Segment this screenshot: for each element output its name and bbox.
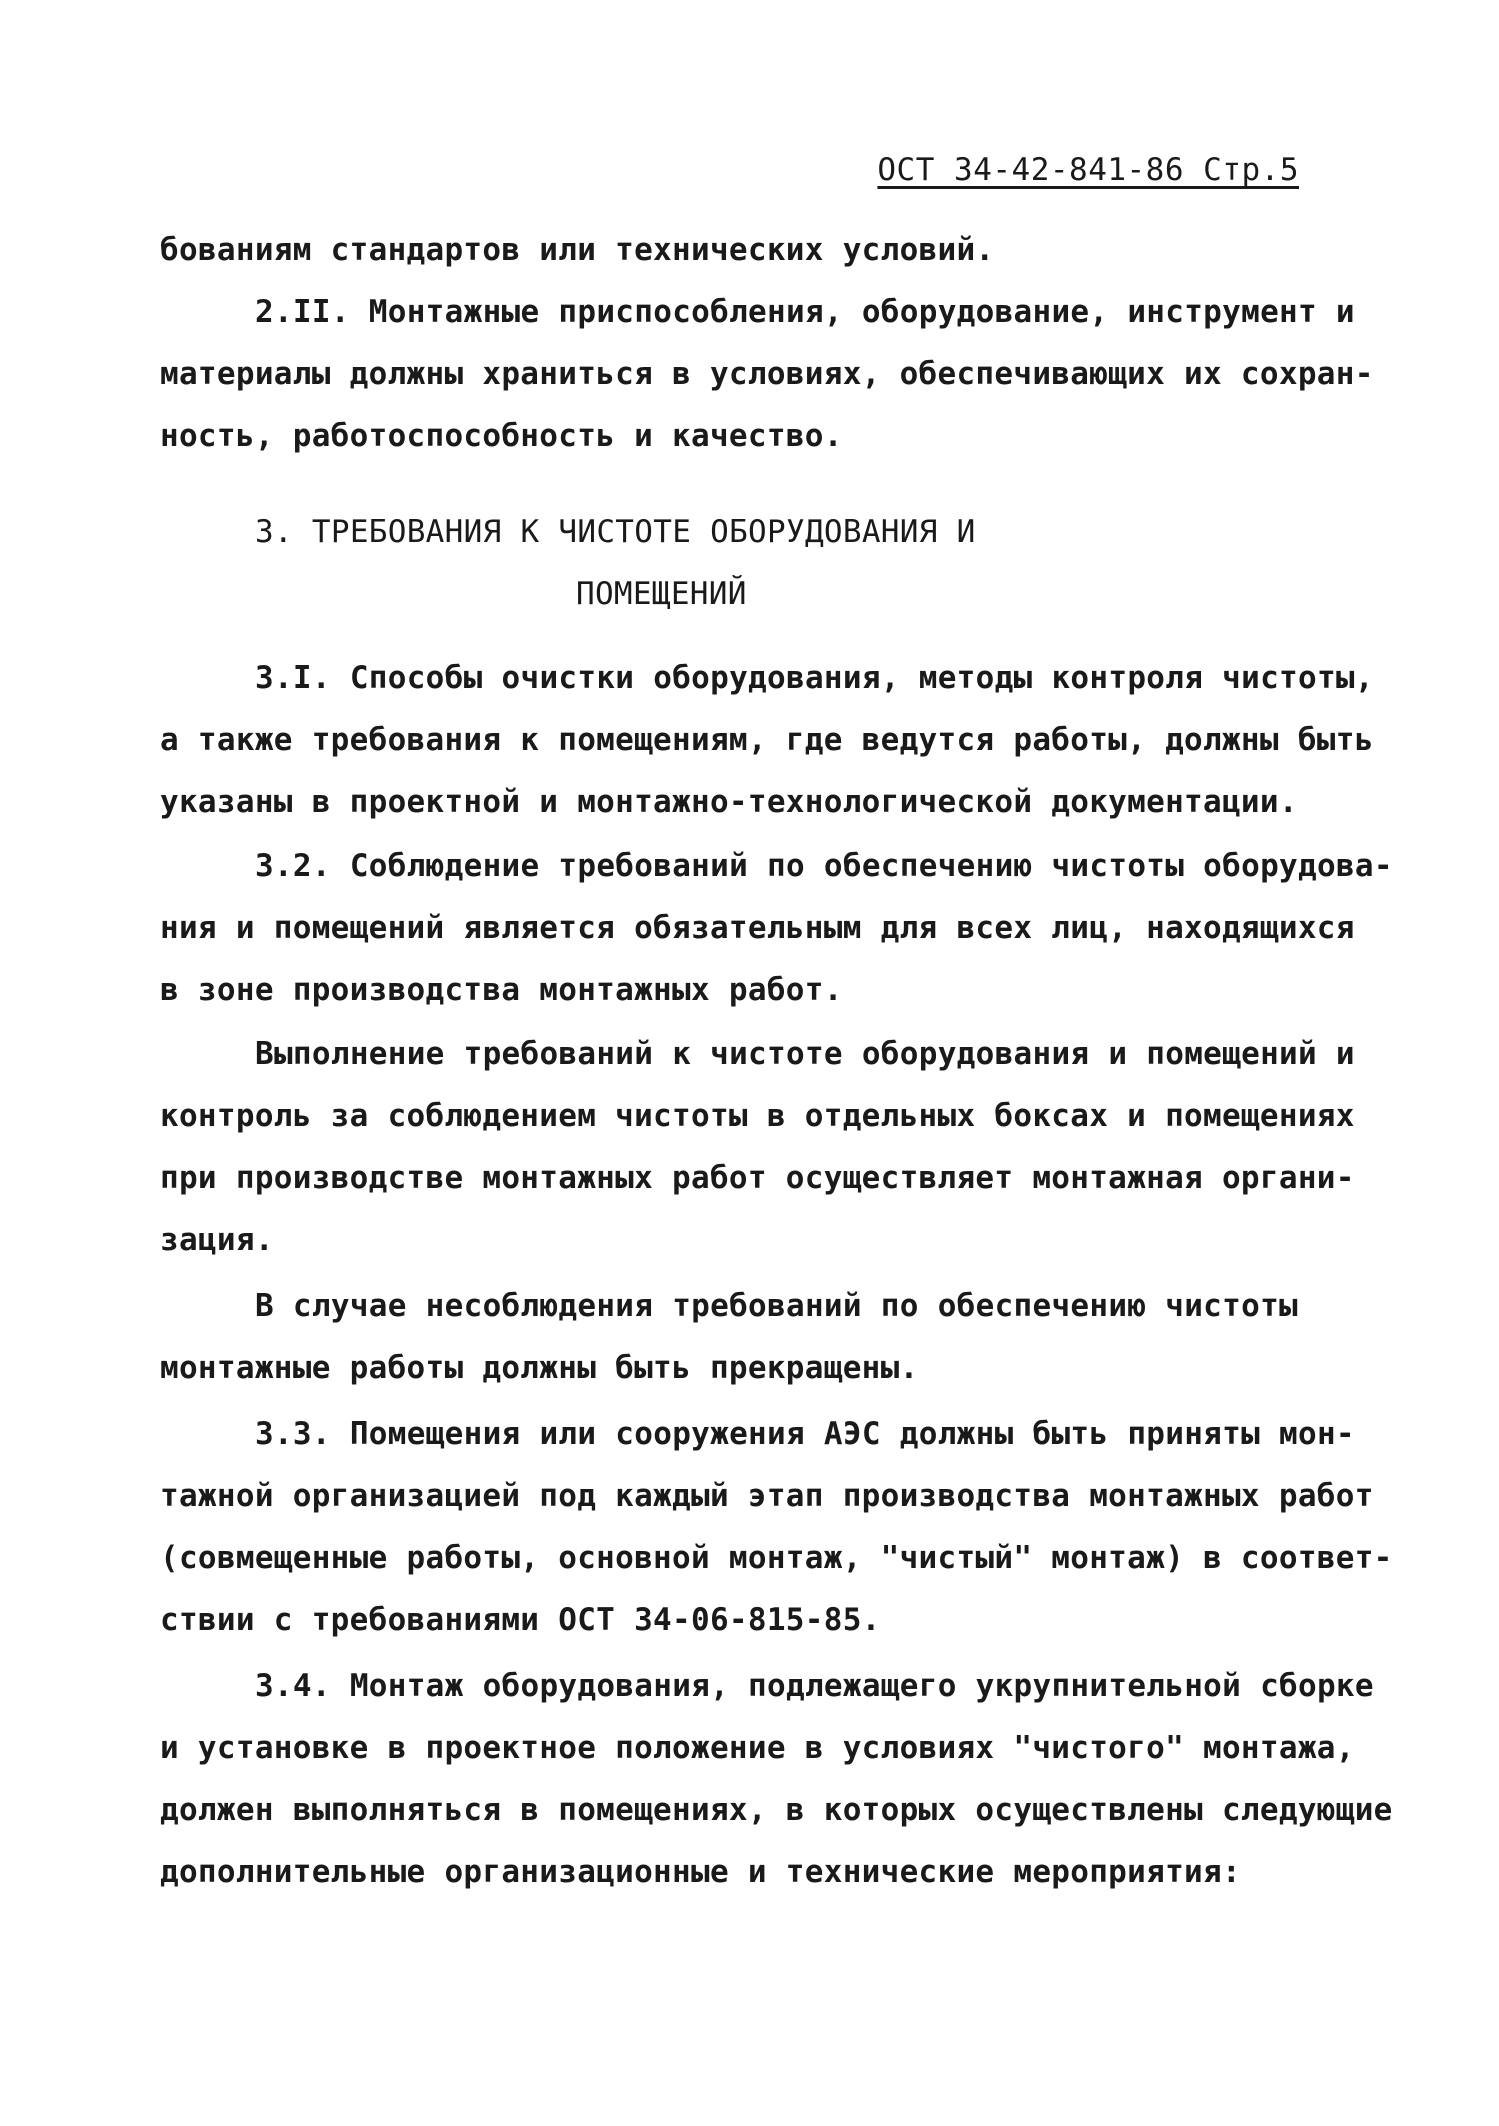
text-line: ствии с требованиями ОСТ 34-06-815-85. bbox=[160, 1602, 881, 1638]
section-3-heading-cont: ПОМЕЩЕНИЙ bbox=[576, 576, 747, 612]
text-line: и установке в проектное положение в условиях "чистого" монтажа, bbox=[160, 1730, 1355, 1766]
text-line: в зоне производства монтажных работ. bbox=[160, 972, 843, 1008]
text-line: указаны в проектной и монтажно-технологической документации. bbox=[160, 784, 1298, 820]
text-line: должен выполняться в помещениях, в которых осуществлены следующие bbox=[160, 1792, 1393, 1828]
text-line: (совмещенные работы, основной монтаж, "чистый" монтаж) в соответ- bbox=[160, 1540, 1393, 1576]
text-line: монтажные работы должны быть прекращены. bbox=[160, 1350, 919, 1386]
paragraph-3-2: 3.2. Соблюдение требований по обеспечению чистоты оборудова- bbox=[255, 848, 1393, 884]
paragraph-2-11: 2.II. Монтажные приспособления, оборудование, инструмент и bbox=[255, 294, 1355, 330]
document-header: ОСТ 34-42-841-86 Стр.5 bbox=[877, 152, 1299, 188]
text-line: бованиям стандартов или технических условий. bbox=[160, 232, 995, 268]
text-line: зация. bbox=[160, 1222, 274, 1258]
section-3-heading: 3. ТРЕБОВАНИЯ К ЧИСТОТЕ ОБОРУДОВАНИЯ И bbox=[255, 514, 976, 550]
text-line: тажной организацией под каждый этап производства монтажных работ bbox=[160, 1478, 1374, 1514]
text-line: а также требования к помещениям, где ведутся работы, должны быть bbox=[160, 722, 1374, 758]
paragraph-3-1: 3.I. Способы очистки оборудования, методы контроля чистоты, bbox=[255, 660, 1374, 696]
text-line: ность, работоспособность и качество. bbox=[160, 418, 843, 454]
paragraph-noncompliance: В случае несоблюдения требований по обеспечению чистоты bbox=[255, 1288, 1298, 1324]
text-line: при производстве монтажных работ осуществляет монтажная органи- bbox=[160, 1160, 1355, 1196]
paragraph-execution: Выполнение требований к чистоте оборудования и помещений и bbox=[255, 1036, 1355, 1072]
text-line: материалы должны храниться в условиях, обеспечивающих их сохран- bbox=[160, 356, 1374, 392]
paragraph-3-3: 3.3. Помещения или сооружения АЭС должны быть приняты мон- bbox=[255, 1416, 1355, 1452]
paragraph-3-4: 3.4. Монтаж оборудования, подлежащего укрупнительной сборке bbox=[255, 1668, 1374, 1704]
text-line: ния и помещений является обязательным для всех лиц, находящихся bbox=[160, 910, 1355, 946]
text-line: контроль за соблюдением чистоты в отдельных боксах и помещениях bbox=[160, 1098, 1355, 1134]
text-line: дополнительные организационные и технические мероприятия: bbox=[160, 1854, 1241, 1890]
